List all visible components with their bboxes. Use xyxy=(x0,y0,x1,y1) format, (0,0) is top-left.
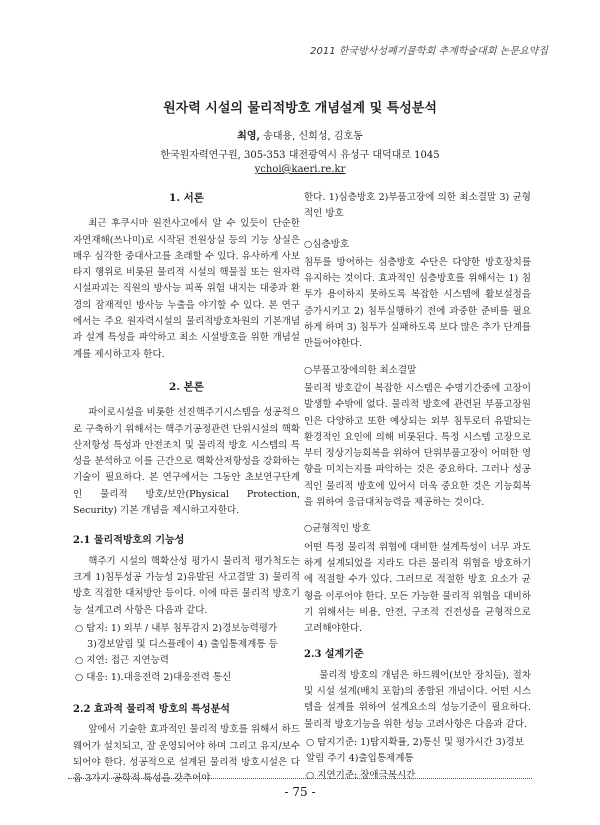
right-column xyxy=(304,190,531,784)
list-item: ○ 대응: 1).대응전력 2)대응전력 통신 xyxy=(75,671,232,683)
affiliation: 한국원자력연구원, 305-353 대전광역시 유성구 대덕대로 1045 xyxy=(160,150,440,161)
section-2-1-title: 2.1 물리적방호의 기능성 xyxy=(73,535,185,547)
section-2-title: 2. 본론 xyxy=(169,380,204,393)
balanced-protection-body: 어떤 특정 물리적 위협에 대비한 설계특성이 너무 과도하게 설계되었을 지라도 다른 물리적 위협을 방호하기에 적절할 수가 있다. 그러므로 적절한 방호 요소가 균형을 이루어야 한다. 모든 가능한 물리적 위협을 대비하기 위해서는 비용, 안전, 구조적 건전성을 균형적으로 고려해야한다. xyxy=(304,541,531,635)
left-column xyxy=(73,190,300,798)
section-2-3-title: 2.3 설계기준 xyxy=(304,649,364,661)
paper-title: 원자력 시설의 물리적방호 개념설계 및 특성분석 xyxy=(163,101,437,116)
continued-body: 한다. 1)심층방호 2)부품고장에 의한 최소결말 3) 균형적인 방호 xyxy=(304,192,531,220)
running-header: 2011 한국방사성폐기물학회 추계학술대회 논문요약집 xyxy=(310,46,548,57)
section-2-3-body: 물리적 방호의 개념은 하드웨어(보안 장치들), 절차 및 시설 설계(배치 포함)의 종합된 개념이다. 어떤 시스템을 설계를 위하여 설계요소의 성능기준이 필요하다. 물리적 방호기능을 위한 성능 고려사항은 다음과 같다. xyxy=(304,669,531,730)
balanced-protection-heading: ○균형적인 방호 xyxy=(304,523,371,535)
coauthors: 송대용, 신희성, 김호동 xyxy=(259,131,363,142)
list-item: ○ 탐지: 1) 외부 / 내부 침투감지 2)경보능력평가 xyxy=(75,622,278,634)
list-item: ○ 지연: 접근 지연능력 xyxy=(75,655,169,667)
min-consequence-body: 물리적 방호같이 복잡한 시스템은 수명기간중에 고장이 발생할 수밖에 없다. 물리적 방호에 관련된 부품고장원인은 다양하고 또한 예상되는 외부 침투로터 유발되는 환경적인 요인에 의해 비롯된다. 특정 시스템 고장으로부터 정상기능회복을 위하여 단위부품고장이 어떠한 영향을 미치는지를 파악하는 것은 중요하다. 그러나 성공적인 물리적 방호에 있어서 더욱 중요한 것은 기능회복을 위하여 응급대처능력을 제공하는 것이다. xyxy=(304,382,531,509)
section-2-2-body: 앞에서 기술한 효과적인 물리적 방호를 위해서 하드웨어가 설치되고, 잘 운영되어야 하며 그리고 유지/보수되어야 한다. 성공적으로 설계된 물리적 방호시설은 다음 3가지 공학적 특성을 갖추어야 xyxy=(73,724,300,785)
defense-in-depth-body: 침투를 방어하는 심층방호 수단은 다양한 방호장치를 유지하는 것이다. 효과적인 심층방호를 위해서는 1) 침투가 용이하지 못하도록 복잡한 시스템에 활보설정을 증가시키고 2) 침투실행하기 전에 과중한 준비를 필요하게 하며 3) 침투가 실패하도록 보다 많은 추가 단계를 만들어야한다. xyxy=(304,256,531,350)
author-email[interactable]: ychoi@kaeri.re.kr xyxy=(254,164,346,175)
lead-author: 최영, xyxy=(237,131,260,142)
section-1-title: 1. 서론 xyxy=(169,192,204,204)
author-line xyxy=(0,127,600,142)
section-2-1-body: 핵주기 시설의 핵확산성 평가시 물리적 평가척도는 크게 1)침투성공 가능성 2)유발된 사고결말 3) 물리적 방호 직접한 대처방안 등이다. 이에 따른 물리적 방호기능 설계고려 사항은 다음과 같다. xyxy=(73,555,300,616)
footer-divider xyxy=(68,778,532,779)
min-consequence-heading: ○부품고장에의한 최소결말 xyxy=(304,364,417,376)
section-1-body: 최근 후쿠시마 원전사고에서 알 수 있듯이 단순한 자연재해(쓰나미)로 시작된 전원상실 등의 기능 상실은 매우 심각한 중대사고를 초래할 수 있다. 유사하게 사보타지 행위로 비롯된 물리적 시설의 핵물질 또는 원자력 시설파괴는 직원의 방사능 피폭 위험 내지는 대중과 환경의 잠재적인 방사능 누출을 야기할 수 있다. 본 연구에서는 주요 원자력시설의 물리적방호차원의 기본개념과 설계 특성을 파악하고 최소 시설방호을 위한 개념설계를 제시하고자 한다. xyxy=(73,218,300,360)
section-2-2-title: 2.2 효과적 물리적 방호의 특성분석 xyxy=(73,704,230,716)
defense-in-depth-heading: ○심층방호 xyxy=(304,238,349,250)
section-2-body: 파이로시설을 비롯한 선진핵주기시스템을 성공적으로 구축하기 위해서는 핵주기공정관련 단위시설의 핵확산저항성 특성과 안전조치 및 물리적 방호 시스템의 특성을 분석하고 이를 근간으로 핵확산저항성을 강화하는 기술이 필요하다. 본 연구에서는 그동안 초보연구단계인 물리적 방호/보안(Physical Protection, Security) 기본 개념을 제시하고자한다. xyxy=(73,407,300,517)
page-number: - 75 - xyxy=(284,785,316,799)
list-item: ○ 지연기준: 장애극복시간 xyxy=(306,769,416,781)
list-item: 3)경보알림 및 디스플레이 4) 출입통제계통 등 xyxy=(75,639,278,651)
list-item: ○ 탐지기준: 1)탐지확률, 2)통신 및 평가시간 3)경보알림 주기 4)출입통제계통 xyxy=(306,736,524,765)
